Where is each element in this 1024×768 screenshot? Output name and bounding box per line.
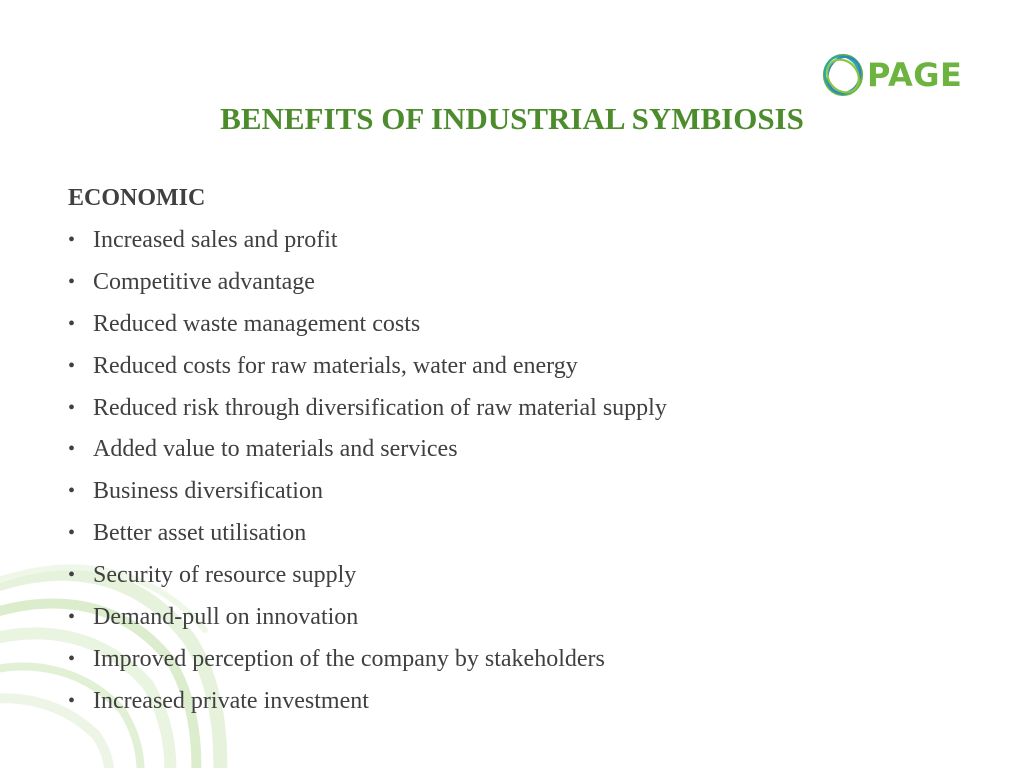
list-item	[68, 391, 948, 425]
bullet-icon: •	[68, 396, 76, 419]
list-item-text: Reduced waste management costs	[93, 310, 421, 337]
bullet-icon: •	[68, 564, 76, 587]
list-item	[68, 307, 948, 341]
list-item	[68, 474, 948, 508]
bullet-icon: •	[68, 229, 76, 251]
bullet-icon: •	[68, 606, 76, 629]
list-item-text: Added value to materials and services	[93, 436, 458, 463]
list-item-text: Demand-pull on innovation	[93, 604, 359, 631]
bullet-icon: •	[68, 354, 76, 377]
list-item-text: Competitive advantage	[93, 268, 315, 295]
list-item	[68, 642, 948, 676]
bullet-icon: •	[68, 647, 76, 670]
benefit-list	[68, 223, 948, 718]
list-item-text: Increased sales and profit	[93, 227, 338, 253]
list-item	[68, 684, 948, 718]
list-item-text: Improved perception of the company by stakeholders	[93, 645, 605, 672]
list-item-text: Reduced risk through diversification of raw material supply	[93, 394, 667, 421]
list-item-text: Better asset utilisation	[93, 520, 307, 547]
bullet-icon: •	[68, 312, 76, 335]
list-item	[68, 265, 948, 299]
bullet-icon: •	[68, 438, 76, 461]
list-item	[68, 349, 948, 383]
list-item-text: Security of resource supply	[93, 562, 357, 589]
bullet-icon: •	[68, 270, 76, 293]
bullet-icon: •	[68, 689, 76, 712]
list-item	[68, 558, 948, 592]
section-heading: ECONOMIC	[68, 185, 206, 211]
list-item	[68, 432, 948, 466]
bullet-icon: •	[68, 480, 76, 503]
page-ring-logo-icon	[820, 52, 866, 98]
list-item-text: Reduced costs for raw materials, water and energy	[93, 352, 578, 379]
page-logo	[820, 50, 970, 100]
slide-title: BENEFITS OF INDUSTRIAL SYMBIOSIS	[220, 101, 804, 136]
list-item-text: Increased private investment	[93, 687, 369, 714]
list-item-text: Business diversification	[93, 478, 323, 505]
list-item	[68, 516, 948, 550]
list-item	[68, 600, 948, 634]
list-item	[68, 223, 948, 257]
page-logo-text: PAGE	[867, 56, 963, 94]
bullet-icon: •	[68, 522, 76, 545]
slide-content	[68, 181, 948, 726]
